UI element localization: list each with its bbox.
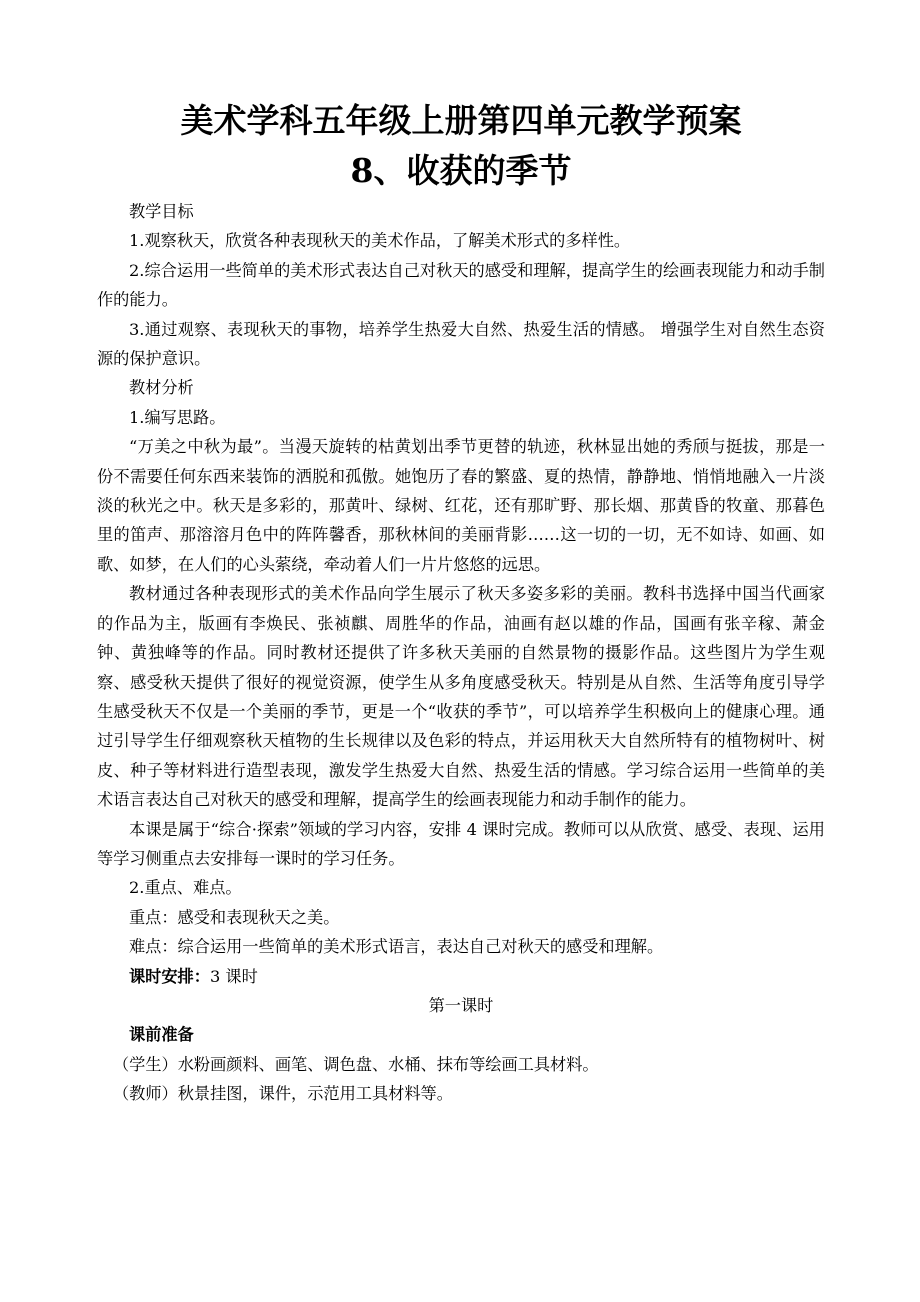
lesson-title: 8、收获的季节: [350, 151, 572, 190]
objective-item: 2.综合运用一些简单的美术形式表达自己对秋天的感受和理解，提高学生的绘画表现能力和动手制作的能力。: [97, 260, 825, 310]
analysis-paragraph: 本课是属于“综合·探索”领域的学习内容，安排 4 课时完成。教师可以从欣赏、感受、表现、运用等学习侧重点去安排每一课时的学习任务。: [97, 819, 825, 868]
analysis-subheading: 1.编写思路。: [129, 407, 226, 427]
analysis-paragraph: 教材通过各种表现形式的美术作品向学生展示了秋天多姿多彩的美丽。教科书选择中国当代画家的作品为主，版画有李焕民、张祯麒、周胜华的作品，油画有赵以雄的作品，国画有张辛稼、萧金钟、黄独峰等的作品。同时教材还提供了许多秋天美丽的自然景物的摄影作品。这些图片为学生观察、感受秋天提供了很好的视觉资源，使学生从多角度感受秋天。特别是从自然、生活等角度引导学生感受秋天不仅是一个美丽的季节，更是一个“收获的季节”，可以培养学生积极向上的健康心理。通过引导学生仔细观察秋天植物的生长规律以及色彩的特点，并运用秋天大自然所特有的植物树叶、树皮、种子等材料进行造型表现，激发学生热爱大自然、热爱生活的情感。学习综合运用一些简单的美术语言表达自己对秋天的感受和理解，提高学生的绘画表现能力和动手制作的能力。: [97, 584, 825, 810]
objectives-heading: 教学目标: [129, 202, 194, 221]
document-page: [97, 96, 825, 1109]
document-title: 美术学科五年级上册第四单元教学预案: [180, 101, 742, 140]
schedule-line: [97, 962, 825, 991]
analysis-heading: 教材分析: [129, 378, 194, 398]
analysis-subheading: 2.重点、难点。: [129, 878, 242, 898]
lesson-heading: 第一课时: [428, 995, 494, 1015]
prep-heading: 课前准备: [129, 1025, 194, 1045]
key-point: 重点：感受和表现秋天之美。: [129, 907, 340, 927]
difficult-point: 难点：综合运用一些简单的美术形式语言，表达自己对秋天的感受和理解。: [129, 937, 664, 957]
analysis-paragraph: “万美之中秋为最”。当漫天旋转的枯黄划出季节更替的轨迹，秋林显出她的秀颀与挺拔，那是一份不需要任何东西来装饰的洒脱和孤傲。她饱历了春的繁盛、夏的热情，静静地、悄悄地融入一片淡淡的秋光之中。秋天是多彩的，那黄叶、绿树、红花，还有那旷野、那长烟、那黄昏的牧童、那暮色里的笛声、那溶溶月色中的阵阵馨香，那秋林间的美丽背影……这一切的一切，无不如诗、如画、如歌、如梦，在人们的心头萦绕，牵动着人们一片片悠悠的远思。: [97, 437, 825, 574]
prep-item: （学生）水粉画颜料、画笔、调色盘、水桶、抹布等绘画工具材料。: [113, 1054, 599, 1074]
schedule-label: 课时安排：: [129, 966, 210, 986]
objective-item: 3.通过观察、表现秋天的事物，培养学生热爱大自然、热爱生活的情感。 增强学生对自然生态资源的保护意识。: [97, 319, 825, 369]
schedule-value: 3 课时: [209, 966, 258, 986]
prep-item: （教师）秋景挂图，课件，示范用工具材料等。: [113, 1084, 453, 1104]
objective-item: 1.观察秋天，欣赏各种表现秋天的美术作品，了解美术形式的多样性。: [129, 231, 631, 251]
